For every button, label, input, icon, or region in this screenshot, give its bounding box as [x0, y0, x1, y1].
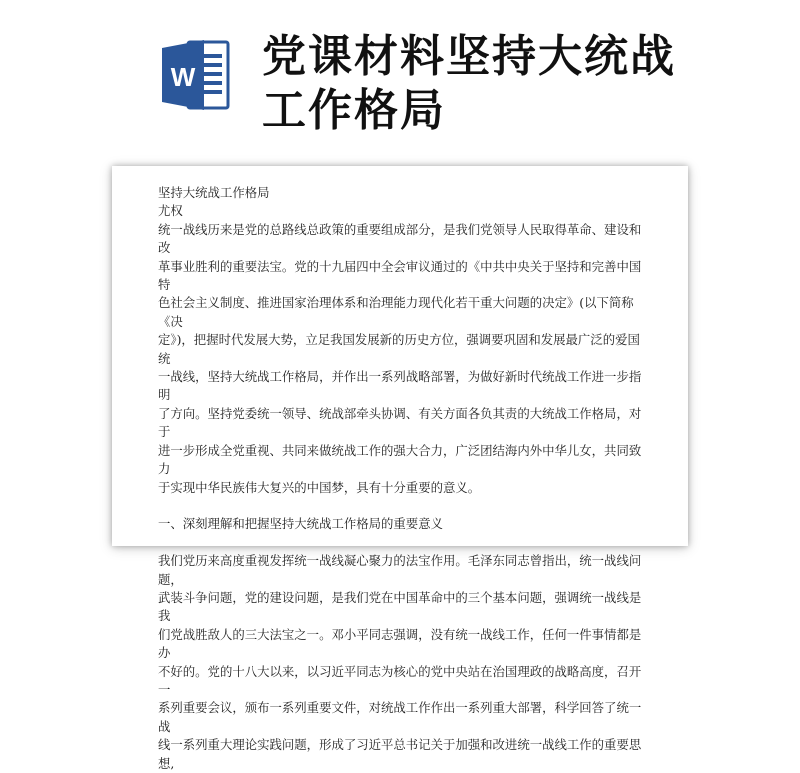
document-body: [158, 184, 646, 773]
document-heading: 坚持大统战工作格局: [158, 185, 270, 200]
blank-line: [158, 497, 646, 515]
paragraph-line: 武装斗争问题，党的建设问题，是我们党在中国革命中的三个基本问题，强调统一战线是我: [158, 589, 642, 624]
paragraph-line: 革事业胜利的重要法宝。党的十九届四中全会审议通过的《中共中央关于坚持和完善中国特: [158, 258, 642, 293]
paragraph-line: 色社会主义制度、推进国家治理体系和治理能力现代化若干重大问题的决定》(以下简称《决: [158, 295, 634, 329]
page-title-line-1: 党课材料坚持大统战: [262, 31, 676, 82]
paragraph-line: 我们党历来高度重视发挥统一战线凝心聚力的法宝作用。毛泽东同志曾指出，统一战线问题，: [158, 553, 642, 587]
paragraph-line: 们党战胜敌人的三大法宝之一。邓小平同志强调，没有统一战线工作，任何一件事情都是办: [158, 626, 642, 661]
paragraph-line: 于实现中华民族伟大复兴的中国梦，具有十分重要的意义。: [158, 479, 481, 495]
blank-line: [158, 534, 646, 552]
word-document-icon: [160, 38, 232, 112]
header-banner: [0, 0, 800, 160]
paragraph-2: [158, 552, 646, 773]
paragraph-line: 统一战线历来是党的总路线总政策的重要组成部分，是我们党领导人民取得革命、建设和改: [158, 221, 642, 256]
paragraph-line: 线一系列重大理论实践问题，形成了习近平总书记关于加强和改进统一战线工作的重要思想,: [158, 737, 642, 771]
svg-text:W: W: [170, 62, 196, 92]
paragraph-line: 定》)，把握时代发展大势，立足我国发展新的历史方位，强调要巩固和发展最广泛的爱国统: [158, 332, 640, 366]
paragraph-line: 进一步形成全党重视、共同来做统战工作的强大合力，广泛团结海内外中华儿女，共同致力: [158, 442, 642, 477]
paragraph-line: 系列重要会议，颁布一系列重要文件，对统战工作作出一系列重大部署，科学回答了统一战: [158, 700, 642, 734]
document-author: 尤权: [158, 203, 183, 219]
paragraph-line: 了方向。坚持党委统一领导、统战部牵头协调、有关方面各负其责的大统战工作格局，对于: [158, 405, 642, 440]
paragraph-1: [158, 221, 646, 497]
page-title: [262, 30, 742, 138]
section-1-title: 一、深刻理解和把握坚持大统战工作格局的重要意义: [158, 516, 443, 532]
paragraph-line: 不好的。党的十八大以来，以习近平同志为核心的党中央站在治国理政的战略高度，召开一: [158, 663, 642, 697]
paragraph-line: 一战线，坚持大统战工作格局，并作出一系列战略部署，为做好新时代统战工作进一步指明: [158, 369, 642, 403]
page-title-line-2: 工作格局: [262, 85, 446, 136]
